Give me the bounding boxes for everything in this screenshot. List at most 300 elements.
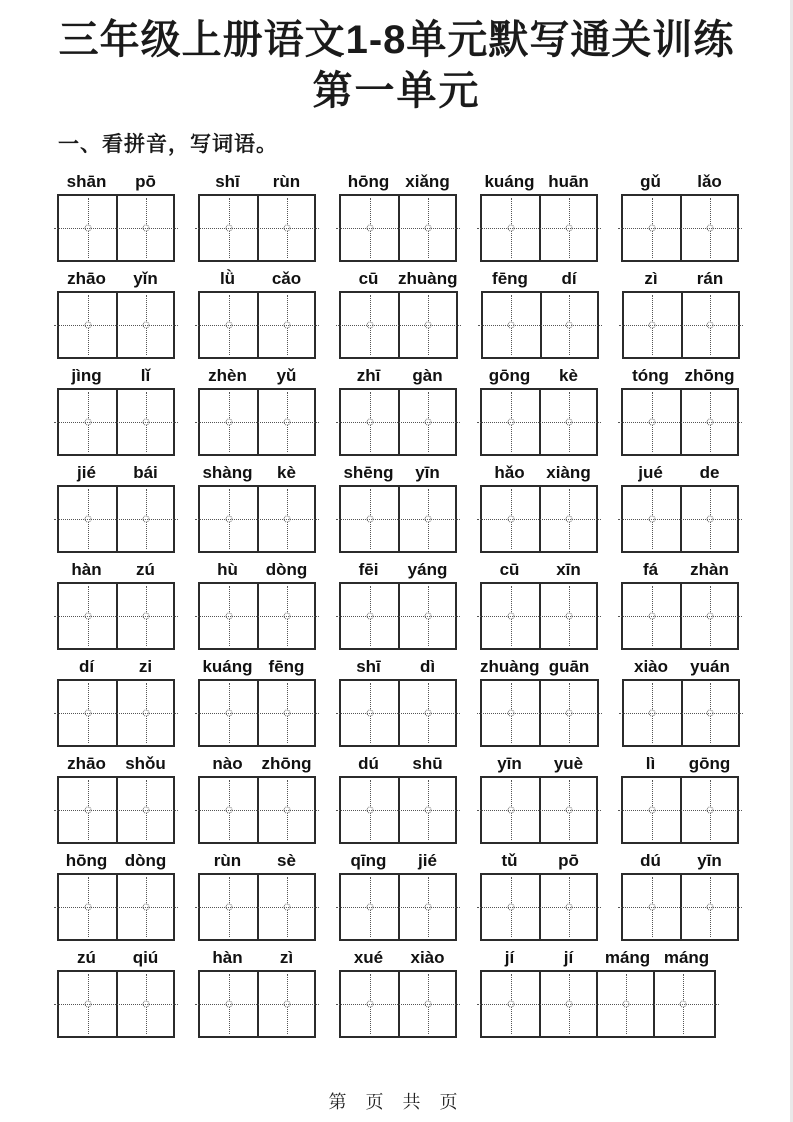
writing-cell <box>59 972 116 1036</box>
pinyin-syllable: fēng <box>492 269 528 288</box>
pinyin-labels <box>481 269 599 289</box>
pinyin-syllable: zhàn <box>690 560 729 579</box>
writing-cell <box>59 584 116 648</box>
pinyin-syllable: pō <box>558 851 579 870</box>
word-item <box>339 560 457 650</box>
writing-grid <box>198 873 316 941</box>
pinyin-labels <box>198 657 316 677</box>
pinyin-syllable: sè <box>277 851 296 870</box>
pinyin-syllable: cū <box>499 560 520 579</box>
title-block <box>0 0 793 116</box>
writing-cell <box>257 875 314 939</box>
pinyin-syllable: jí <box>504 948 515 967</box>
writing-cell <box>539 875 596 939</box>
pinyin-syllable: dú <box>640 851 661 870</box>
word-item <box>480 657 599 747</box>
writing-grid <box>57 194 175 262</box>
writing-cell <box>116 584 173 648</box>
writing-grid <box>621 776 739 844</box>
writing-grid <box>621 873 739 941</box>
pinyin-syllable: jìng <box>71 366 102 385</box>
pinyin-labels <box>339 269 458 289</box>
writing-grid <box>480 873 598 941</box>
pinyin-labels <box>57 657 175 677</box>
pinyin-syllable: yuè <box>553 754 584 773</box>
word-item <box>198 366 316 456</box>
pinyin-syllable: hàn <box>212 948 243 967</box>
word-item <box>57 172 175 262</box>
pinyin-labels <box>480 560 598 580</box>
pinyin-syllable: zhāo <box>67 754 106 773</box>
writing-cell <box>681 293 738 357</box>
pinyin-syllable: pō <box>135 172 156 191</box>
writing-cell <box>539 778 596 842</box>
writing-grid <box>621 194 739 262</box>
section-heading: 一、看拼音，写词语。 <box>58 133 278 156</box>
writing-grid <box>621 582 739 650</box>
word-item <box>480 463 598 553</box>
writing-cell <box>623 487 680 551</box>
writing-cell <box>539 584 596 648</box>
pinyin-syllable: cū <box>358 269 379 288</box>
writing-cell <box>200 681 257 745</box>
pinyin-syllable: zì <box>279 948 294 967</box>
writing-cell <box>482 972 539 1036</box>
writing-cell <box>540 293 597 357</box>
pinyin-syllable: xīn <box>556 560 581 579</box>
pinyin-word-row <box>57 657 737 747</box>
writing-grid <box>622 291 740 359</box>
writing-cell <box>398 875 455 939</box>
pinyin-syllable: lǎo <box>697 172 722 191</box>
pinyin-labels <box>480 948 716 968</box>
pinyin-syllable: yǐn <box>133 269 158 288</box>
writing-cell <box>116 390 173 454</box>
writing-cell <box>59 390 116 454</box>
writing-grid <box>57 582 175 650</box>
writing-cell <box>623 390 680 454</box>
pinyin-syllable: yáng <box>407 560 448 579</box>
writing-grid <box>339 582 457 650</box>
writing-cell <box>116 487 173 551</box>
pinyin-syllable: nào <box>212 754 243 773</box>
writing-cell <box>482 487 539 551</box>
pinyin-labels <box>198 463 316 483</box>
writing-grid <box>198 194 316 262</box>
page-title: 三年级上册语文1-8单元默写通关训练 <box>58 18 735 62</box>
writing-cell <box>398 681 455 745</box>
writing-grid <box>57 970 175 1038</box>
writing-cell <box>257 390 314 454</box>
pinyin-word-row <box>57 463 737 553</box>
writing-cell <box>680 390 737 454</box>
word-item <box>621 851 739 941</box>
pinyin-syllable: qīng <box>350 851 387 870</box>
pinyin-labels <box>480 366 598 386</box>
pinyin-syllable: dì <box>419 657 436 676</box>
writing-cell <box>59 778 116 842</box>
word-item <box>480 366 598 456</box>
word-item <box>57 948 175 1038</box>
word-item <box>339 754 457 844</box>
pinyin-syllable: hǎo <box>494 463 525 482</box>
pinyin-syllable: máng <box>604 948 651 967</box>
word-item <box>339 851 457 941</box>
pinyin-syllable: zi <box>138 657 153 676</box>
writing-cell <box>623 584 680 648</box>
word-item <box>198 172 316 262</box>
pinyin-syllable: de <box>699 463 720 482</box>
word-item <box>621 754 739 844</box>
word-item <box>480 560 598 650</box>
pinyin-syllable: zhuàng <box>398 269 458 288</box>
pinyin-syllable: kuáng <box>202 657 253 676</box>
pinyin-syllable: huān <box>548 172 589 191</box>
writing-cell <box>59 293 116 357</box>
writing-cell <box>116 875 173 939</box>
pinyin-labels <box>198 851 316 871</box>
pinyin-labels <box>339 754 457 774</box>
writing-grid <box>621 388 739 456</box>
writing-grid <box>339 873 457 941</box>
pinyin-syllable: fēi <box>358 560 379 579</box>
writing-cell <box>624 293 681 357</box>
writing-cell <box>623 196 680 260</box>
word-item <box>481 269 599 359</box>
pinyin-syllable: rùn <box>272 172 301 191</box>
writing-grid <box>339 485 457 553</box>
pinyin-syllable: kè <box>559 366 578 385</box>
pinyin-labels <box>621 851 739 871</box>
pinyin-syllable: fēng <box>268 657 305 676</box>
writing-cell <box>539 972 596 1036</box>
writing-cell <box>623 875 680 939</box>
pinyin-labels <box>621 172 739 192</box>
pinyin-labels <box>198 754 316 774</box>
word-item <box>622 657 740 747</box>
writing-grid <box>198 776 316 844</box>
pinyin-syllable: zhī <box>356 366 381 385</box>
pinyin-syllable: fá <box>642 560 659 579</box>
writing-cell <box>482 778 539 842</box>
word-item <box>57 754 175 844</box>
pinyin-labels <box>57 948 175 968</box>
writing-grid <box>622 679 740 747</box>
pinyin-syllable: qiú <box>132 948 159 967</box>
writing-cell <box>116 681 173 745</box>
writing-cell <box>398 293 455 357</box>
pinyin-syllable: lǐ <box>140 366 151 385</box>
writing-cell <box>398 390 455 454</box>
writing-cell <box>398 972 455 1036</box>
page-footer: 第 页 共 页 <box>328 1092 465 1112</box>
pinyin-syllable: shū <box>412 754 443 773</box>
pinyin-syllable: dú <box>358 754 379 773</box>
pinyin-syllable: yuán <box>690 657 730 676</box>
pinyin-syllable: dí <box>561 269 577 288</box>
pinyin-labels <box>339 851 457 871</box>
writing-grid <box>57 873 175 941</box>
pinyin-labels <box>198 366 316 386</box>
writing-cell <box>59 875 116 939</box>
word-item <box>339 172 457 262</box>
pinyin-word-row <box>57 560 737 650</box>
writing-grid <box>198 291 316 359</box>
writing-cell <box>59 681 116 745</box>
pinyin-labels <box>480 851 598 871</box>
pinyin-labels <box>198 172 316 192</box>
worksheet-rows <box>57 172 737 1038</box>
word-item <box>339 463 457 553</box>
pinyin-labels <box>480 172 598 192</box>
writing-cell <box>341 875 398 939</box>
word-item <box>621 463 739 553</box>
writing-cell <box>257 681 314 745</box>
writing-grid <box>621 485 739 553</box>
pinyin-syllable: shēng <box>343 463 394 482</box>
writing-grid <box>339 679 457 747</box>
word-item <box>621 172 739 262</box>
pinyin-syllable: yǔ <box>276 366 297 385</box>
pinyin-syllable: xué <box>353 948 384 967</box>
pinyin-syllable: zhāo <box>67 269 106 288</box>
word-item <box>198 269 316 359</box>
writing-cell <box>398 487 455 551</box>
pinyin-syllable: máng <box>663 948 710 967</box>
writing-cell <box>398 778 455 842</box>
pinyin-syllable: shān <box>66 172 107 191</box>
writing-cell <box>116 972 173 1036</box>
writing-grid <box>57 388 175 456</box>
pinyin-labels <box>339 657 457 677</box>
writing-cell <box>341 584 398 648</box>
writing-cell <box>59 487 116 551</box>
writing-cell <box>680 487 737 551</box>
writing-grid <box>57 291 175 359</box>
word-item <box>621 560 739 650</box>
pinyin-labels <box>57 172 175 192</box>
pinyin-syllable: xiǎng <box>405 172 450 191</box>
pinyin-labels <box>621 366 739 386</box>
pinyin-word-row <box>57 269 737 359</box>
writing-cell <box>341 778 398 842</box>
writing-cell <box>257 584 314 648</box>
pinyin-labels <box>339 463 457 483</box>
writing-grid <box>198 970 316 1038</box>
writing-grid <box>480 582 598 650</box>
pinyin-word-row <box>57 754 737 844</box>
pinyin-syllable: dòng <box>124 851 167 870</box>
pinyin-labels <box>198 948 316 968</box>
writing-cell <box>257 487 314 551</box>
writing-cell <box>200 778 257 842</box>
writing-cell <box>200 196 257 260</box>
writing-cell <box>482 681 539 745</box>
writing-cell <box>341 293 398 357</box>
writing-grid <box>57 776 175 844</box>
writing-cell <box>200 390 257 454</box>
writing-grid <box>339 194 457 262</box>
writing-cell <box>59 196 116 260</box>
pinyin-syllable: xiào <box>633 657 669 676</box>
writing-grid <box>198 679 316 747</box>
pinyin-labels <box>57 463 175 483</box>
word-item <box>198 754 316 844</box>
writing-cell <box>257 293 314 357</box>
pinyin-syllable: yīn <box>415 463 440 482</box>
writing-cell <box>482 875 539 939</box>
writing-grid <box>480 388 598 456</box>
word-item <box>57 463 175 553</box>
writing-grid <box>481 291 599 359</box>
pinyin-syllable: tóng <box>632 366 669 385</box>
unit-subtitle: 第一单元 <box>312 69 481 113</box>
writing-grid <box>339 388 457 456</box>
pinyin-labels <box>57 269 175 289</box>
writing-grid <box>480 194 598 262</box>
writing-cell <box>341 196 398 260</box>
writing-grid <box>480 485 598 553</box>
writing-cell <box>257 778 314 842</box>
pinyin-labels <box>339 560 457 580</box>
pinyin-labels <box>198 560 316 580</box>
writing-cell <box>539 196 596 260</box>
pinyin-syllable: shǒu <box>125 754 166 773</box>
word-item <box>621 366 739 456</box>
writing-cell <box>341 487 398 551</box>
word-item <box>198 463 316 553</box>
writing-cell <box>539 681 596 745</box>
pinyin-labels <box>339 172 457 192</box>
writing-cell <box>200 293 257 357</box>
pinyin-syllable: hù <box>217 560 238 579</box>
word-item <box>198 657 316 747</box>
writing-cell <box>623 778 680 842</box>
writing-cell <box>539 390 596 454</box>
pinyin-syllable: zhōng <box>684 366 735 385</box>
writing-cell <box>116 293 173 357</box>
pinyin-syllable: kè <box>277 463 296 482</box>
pinyin-syllable: zhèn <box>208 366 247 385</box>
writing-cell <box>200 584 257 648</box>
pinyin-labels <box>621 560 739 580</box>
writing-cell <box>539 487 596 551</box>
pinyin-labels <box>57 754 175 774</box>
writing-grid <box>339 776 457 844</box>
pinyin-syllable: kuáng <box>484 172 535 191</box>
pinyin-syllable: gōng <box>488 366 531 385</box>
pinyin-syllable: bái <box>133 463 158 482</box>
pinyin-syllable: gōng <box>688 754 731 773</box>
writing-cell <box>341 972 398 1036</box>
pinyin-syllable: hōng <box>347 172 390 191</box>
word-item <box>339 269 458 359</box>
writing-grid <box>57 485 175 553</box>
pinyin-syllable: rùn <box>213 851 242 870</box>
writing-cell <box>681 681 738 745</box>
pinyin-syllable: jié <box>418 851 437 870</box>
pinyin-labels <box>57 560 175 580</box>
writing-cell <box>482 390 539 454</box>
writing-grid <box>198 582 316 650</box>
writing-cell <box>200 487 257 551</box>
writing-grid <box>480 970 716 1038</box>
pinyin-labels <box>622 269 740 289</box>
pinyin-syllable: guān <box>548 657 590 676</box>
word-item <box>57 560 175 650</box>
pinyin-syllable: jié <box>77 463 96 482</box>
writing-cell <box>483 293 540 357</box>
pinyin-word-row <box>57 172 737 262</box>
word-item <box>339 657 457 747</box>
pinyin-syllable: gàn <box>412 366 443 385</box>
word-item <box>480 948 716 1038</box>
pinyin-syllable: gǔ <box>640 172 661 191</box>
writing-cell <box>200 875 257 939</box>
pinyin-syllable: hōng <box>65 851 108 870</box>
pinyin-labels <box>621 754 739 774</box>
writing-grid <box>480 776 598 844</box>
pinyin-syllable: hàn <box>71 560 102 579</box>
writing-cell <box>482 196 539 260</box>
writing-cell <box>116 778 173 842</box>
writing-cell <box>200 972 257 1036</box>
pinyin-syllable: dí <box>78 657 95 676</box>
pinyin-labels <box>198 269 316 289</box>
writing-cell <box>257 972 314 1036</box>
writing-grid <box>198 388 316 456</box>
pinyin-labels <box>622 657 740 677</box>
pinyin-labels <box>57 851 175 871</box>
word-item <box>339 948 457 1038</box>
writing-cell <box>596 972 653 1036</box>
writing-cell <box>624 681 681 745</box>
pinyin-labels <box>339 366 457 386</box>
pinyin-syllable: xiàng <box>546 463 591 482</box>
pinyin-syllable: zhōng <box>261 754 312 773</box>
pinyin-syllable: tǔ <box>501 851 518 870</box>
pinyin-syllable: yīn <box>697 851 722 870</box>
pinyin-syllable: zú <box>77 948 96 967</box>
word-item <box>339 366 457 456</box>
pinyin-syllable: zú <box>136 560 155 579</box>
pinyin-syllable: yīn <box>497 754 522 773</box>
writing-cell <box>398 196 455 260</box>
pinyin-syllable: shī <box>356 657 381 676</box>
pinyin-syllable: lǜ <box>219 269 236 288</box>
pinyin-syllable: lì <box>645 754 656 773</box>
writing-grid <box>57 679 175 747</box>
pinyin-labels <box>480 463 598 483</box>
word-item <box>198 560 316 650</box>
pinyin-syllable: cǎo <box>271 269 302 288</box>
pinyin-syllable: zhuàng <box>480 657 540 676</box>
pinyin-syllable: rán <box>696 269 724 288</box>
pinyin-labels <box>57 366 175 386</box>
writing-grid <box>339 291 458 359</box>
pinyin-labels <box>621 463 739 483</box>
pinyin-word-row <box>57 851 737 941</box>
writing-cell <box>341 390 398 454</box>
writing-cell <box>680 778 737 842</box>
pinyin-syllable: shī <box>215 172 240 191</box>
pinyin-syllable: jué <box>638 463 663 482</box>
pinyin-labels <box>480 657 599 677</box>
writing-cell <box>398 584 455 648</box>
word-item <box>622 269 740 359</box>
word-item <box>480 851 598 941</box>
writing-cell <box>116 196 173 260</box>
